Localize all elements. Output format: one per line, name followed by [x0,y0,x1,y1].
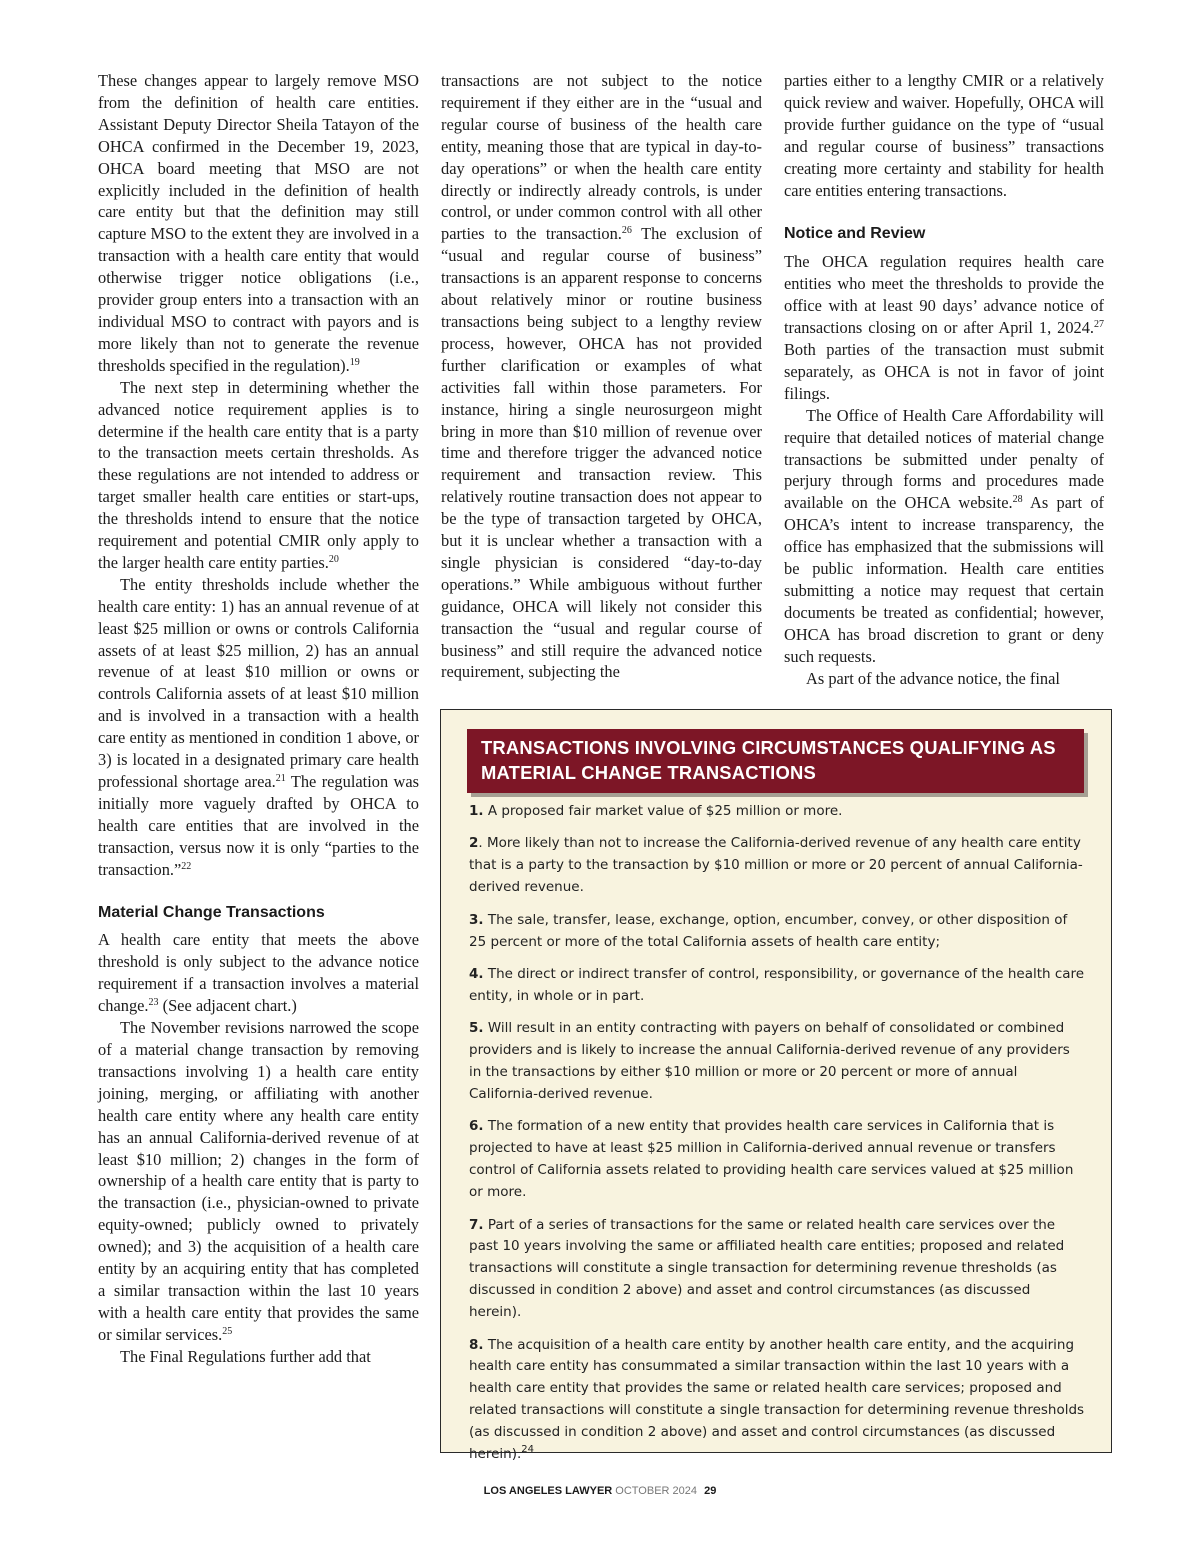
footnote-ref: 23 [148,997,159,1009]
article-column-1 [98,70,419,1368]
list-item: 1. A proposed fair market value of $25 million or more. [469,803,843,819]
sidebar-title: TRANSACTIONS INVOLVING CIRCUMSTANCES QUALIFYING AS MATERIAL CHANGE TRANSACTIONS [467,729,1084,793]
footnote-ref: 25 [222,1325,233,1337]
list-item: 2. More likely than not to increase the California-derived revenue of any health care entity that is a party to the transaction by $10 million or more or 20 percent of annual California-derived revenue. [469,835,1083,896]
footnote-ref: 22 [181,860,192,872]
paragraph: The next step in determining whether the advanced notice requirement applies is to determine if the health care entity that is a party to the transaction meets certain thresholds. As these regulations are not intended to address or target smaller health care entities or start-ups, the thresholds intend to ensure that the notice requirement and potential CMIR only apply to the larger health care entity parties.$^{20}$ [98,377,419,572]
footnote-ref: 19 [349,356,360,368]
page-number: 29 [704,1485,717,1497]
section-heading: Notice and Review [784,225,926,243]
article-column-2 [441,70,762,683]
footnote-ref: 24 [521,1444,535,1456]
list-item: 7. Part of a series of transactions for the same or related health care services over the past 10 years involving the same or affiliated health care entities; proposed and related transactions will constitute a single transaction for determining revenue thresholds (as discussed in condition 2 above) and asset and control circumstances (as discussed herein). [469,1216,1065,1321]
footnote-ref: 26 [621,225,632,237]
footnote-ref: 27 [1094,319,1104,331]
list-item: 8. The acquisition of a health care entity by another health care entity, and the acquiring health care entity has consummated a similar transaction within the last 10 years with a health care entity that provides the same or related health care services; proposed and related transactions will constitute a single transaction for determining revenue thresholds (as discussed in condition 2 above) and asset and control circumstances (as discussed herein).$^{24}$ [469,1336,1085,1463]
paragraph: transactions are not subject to the notice requirement if they either are in the “usual and regular course of business of the health care entity, meaning those that are typical in day-to-day operations” or when the health care entity directly or indirectly already controls, is under control, or under common control with all other parties to the transaction.$^{26}$ The exclusion of “usual and regular course of business” transactions is an apparent response to concerns about relatively minor or routine business transactions being subject to a lengthy review process, however, OHCA has not provided further clarification or examples of what activities fall within those parameters. For instance, hiring a single neurosurgeon might bring in more than $10 million of revenue over time and therefore trigger the advanced notice requirement and transaction review. This relatively routine transaction does not appear to be the type of transaction targeted by OHCA, but it is unclear whether a transaction with a single physician is considered “day-to-day operations.” While ambiguous without further guidance, OHCA will likely not consider this transaction the “usual and regular course of business” and still require the advanced notice requirement, subjecting the [441,71,762,682]
material-change-sidebar [440,709,1112,1463]
footnote-ref: 21 [275,773,286,784]
section-heading: Material Change Transactions [98,903,325,921]
issue-date: OCTOBER 2024 [615,1485,698,1497]
footnote-ref: 20 [328,553,339,565]
paragraph: The OHCA regulation requires health care entities who meet the thresholds to provide the office with at least 90 days’ advance notice of transactions closing on or after April 1, 2024.27 Both parties of the transaction must submit separately, as OHCA is not in favor of joint filings. [784,252,1104,403]
paragraph: As part of the advance notice, the final [806,668,1060,688]
paragraph: The Final Regulations further add that [120,1346,371,1366]
paragraph: A health care entity that meets the above threshold is only subject to the advance notice requirement if a transaction involves a material change.$^{23}$ (See adjacent chart.) [98,930,419,1016]
page-footer [0,1485,1200,1497]
footnote-ref: 28 [1012,494,1023,506]
list-item: 6. The formation of a new entity that provides health care services in California that is projected to have at least $25 million in California-derived annual revenue or transfers control of California assets related to providing health care services valued at $25 million or more. [469,1118,1074,1201]
paragraph: parties either to a lengthy CMIR or a relatively quick review and waiver. Hopefully, OHCA will provide further guidance on the type of “usual and regular course of business” transactions creating more certainty and stability for health care entities entering transactions. [784,71,1104,200]
paragraph: The Office of Health Care Affordability will require that detailed notices of material change transactions be submitted under penalty of perjury through forms and procedures made available on the OHCA website.$^{28}$ As part of OHCA’s intent to increase transparency, the office has emphasized that the submissions will be public information. Health care entities submitting a notice may request that certain documents be treated as confidential; however, OHCA has broad discretion to grant or deny such requests. [784,405,1104,666]
list-item: 4. The direct or indirect transfer of control, responsibility, or governance of the health care entity, in whole or in part. [469,965,1085,1004]
paragraph: These changes appear to largely remove MSO from the definition of health care entities. Assistant Deputy Director Sheila Tatayon of the OHCA confirmed in the December 19, 2023, OHCA board meeting that MSO are not explicitly included in the definition of health care entity but that the definition may still capture MSO to the extent they are involved in a transaction with a health care entity that would otherwise trigger notice obligations (i.e., provider group enters into a transaction with an individual MSO to contract with payors and is more likely than not to generate the revenue thresholds specified in the regulation).$^{19}$ [98,71,419,375]
sidebar-list [469,801,1086,1476]
paragraph: The November revisions narrowed the scope of a material change transaction by removing transactions involving 1) a health care entity joining, merging, or affiliating with another health care entity where any health care entity has an annual California-derived revenue of at least $10 million; 2) changes in the form of ownership of a health care entity that is party to the transaction (i.e., physician-owned to private equity-owned; publicly owned to privately owned); and 3) the acquisition of a health care entity by an acquiring entity that has completed a similar transaction within the last 10 years with a health care entity that provides the same or similar services.$^{25}$ [98,1018,419,1344]
list-item: 3. The sale, transfer, lease, exchange, option, encumber, convey, or other disposition of 25 percent or more of the total California assets of health care entity; [469,911,1068,950]
publication-name: LOS ANGELES LAWYER [483,1485,613,1497]
list-item: 5. Will result in an entity contracting with payers on behalf of consolidated or combined providers and is likely to increase the annual California-derived revenue of any providers in the transactions by either $10 million or more or 20 percent or more of annual California-derived revenue. [469,1020,1070,1102]
article-column-3 [784,70,1104,689]
paragraph: The entity thresholds include whether the health care entity: 1) has an annual revenue of at least $25 million or owns or controls California assets of at least $25 million, 2) has an annual revenue of at least $10 million or owns or controls California assets of at least $10 million and is involved in a transaction with a health care entity as mentioned in condition 1 above, or 3) is located in a designated primary care health professional shortage area.$^{21}$ The regulation was initially more vaguely drafted by OHCA to health care entities that are involved in the transaction, versus now it is only “parties to the transaction.”$^{22}$ [98,574,420,879]
